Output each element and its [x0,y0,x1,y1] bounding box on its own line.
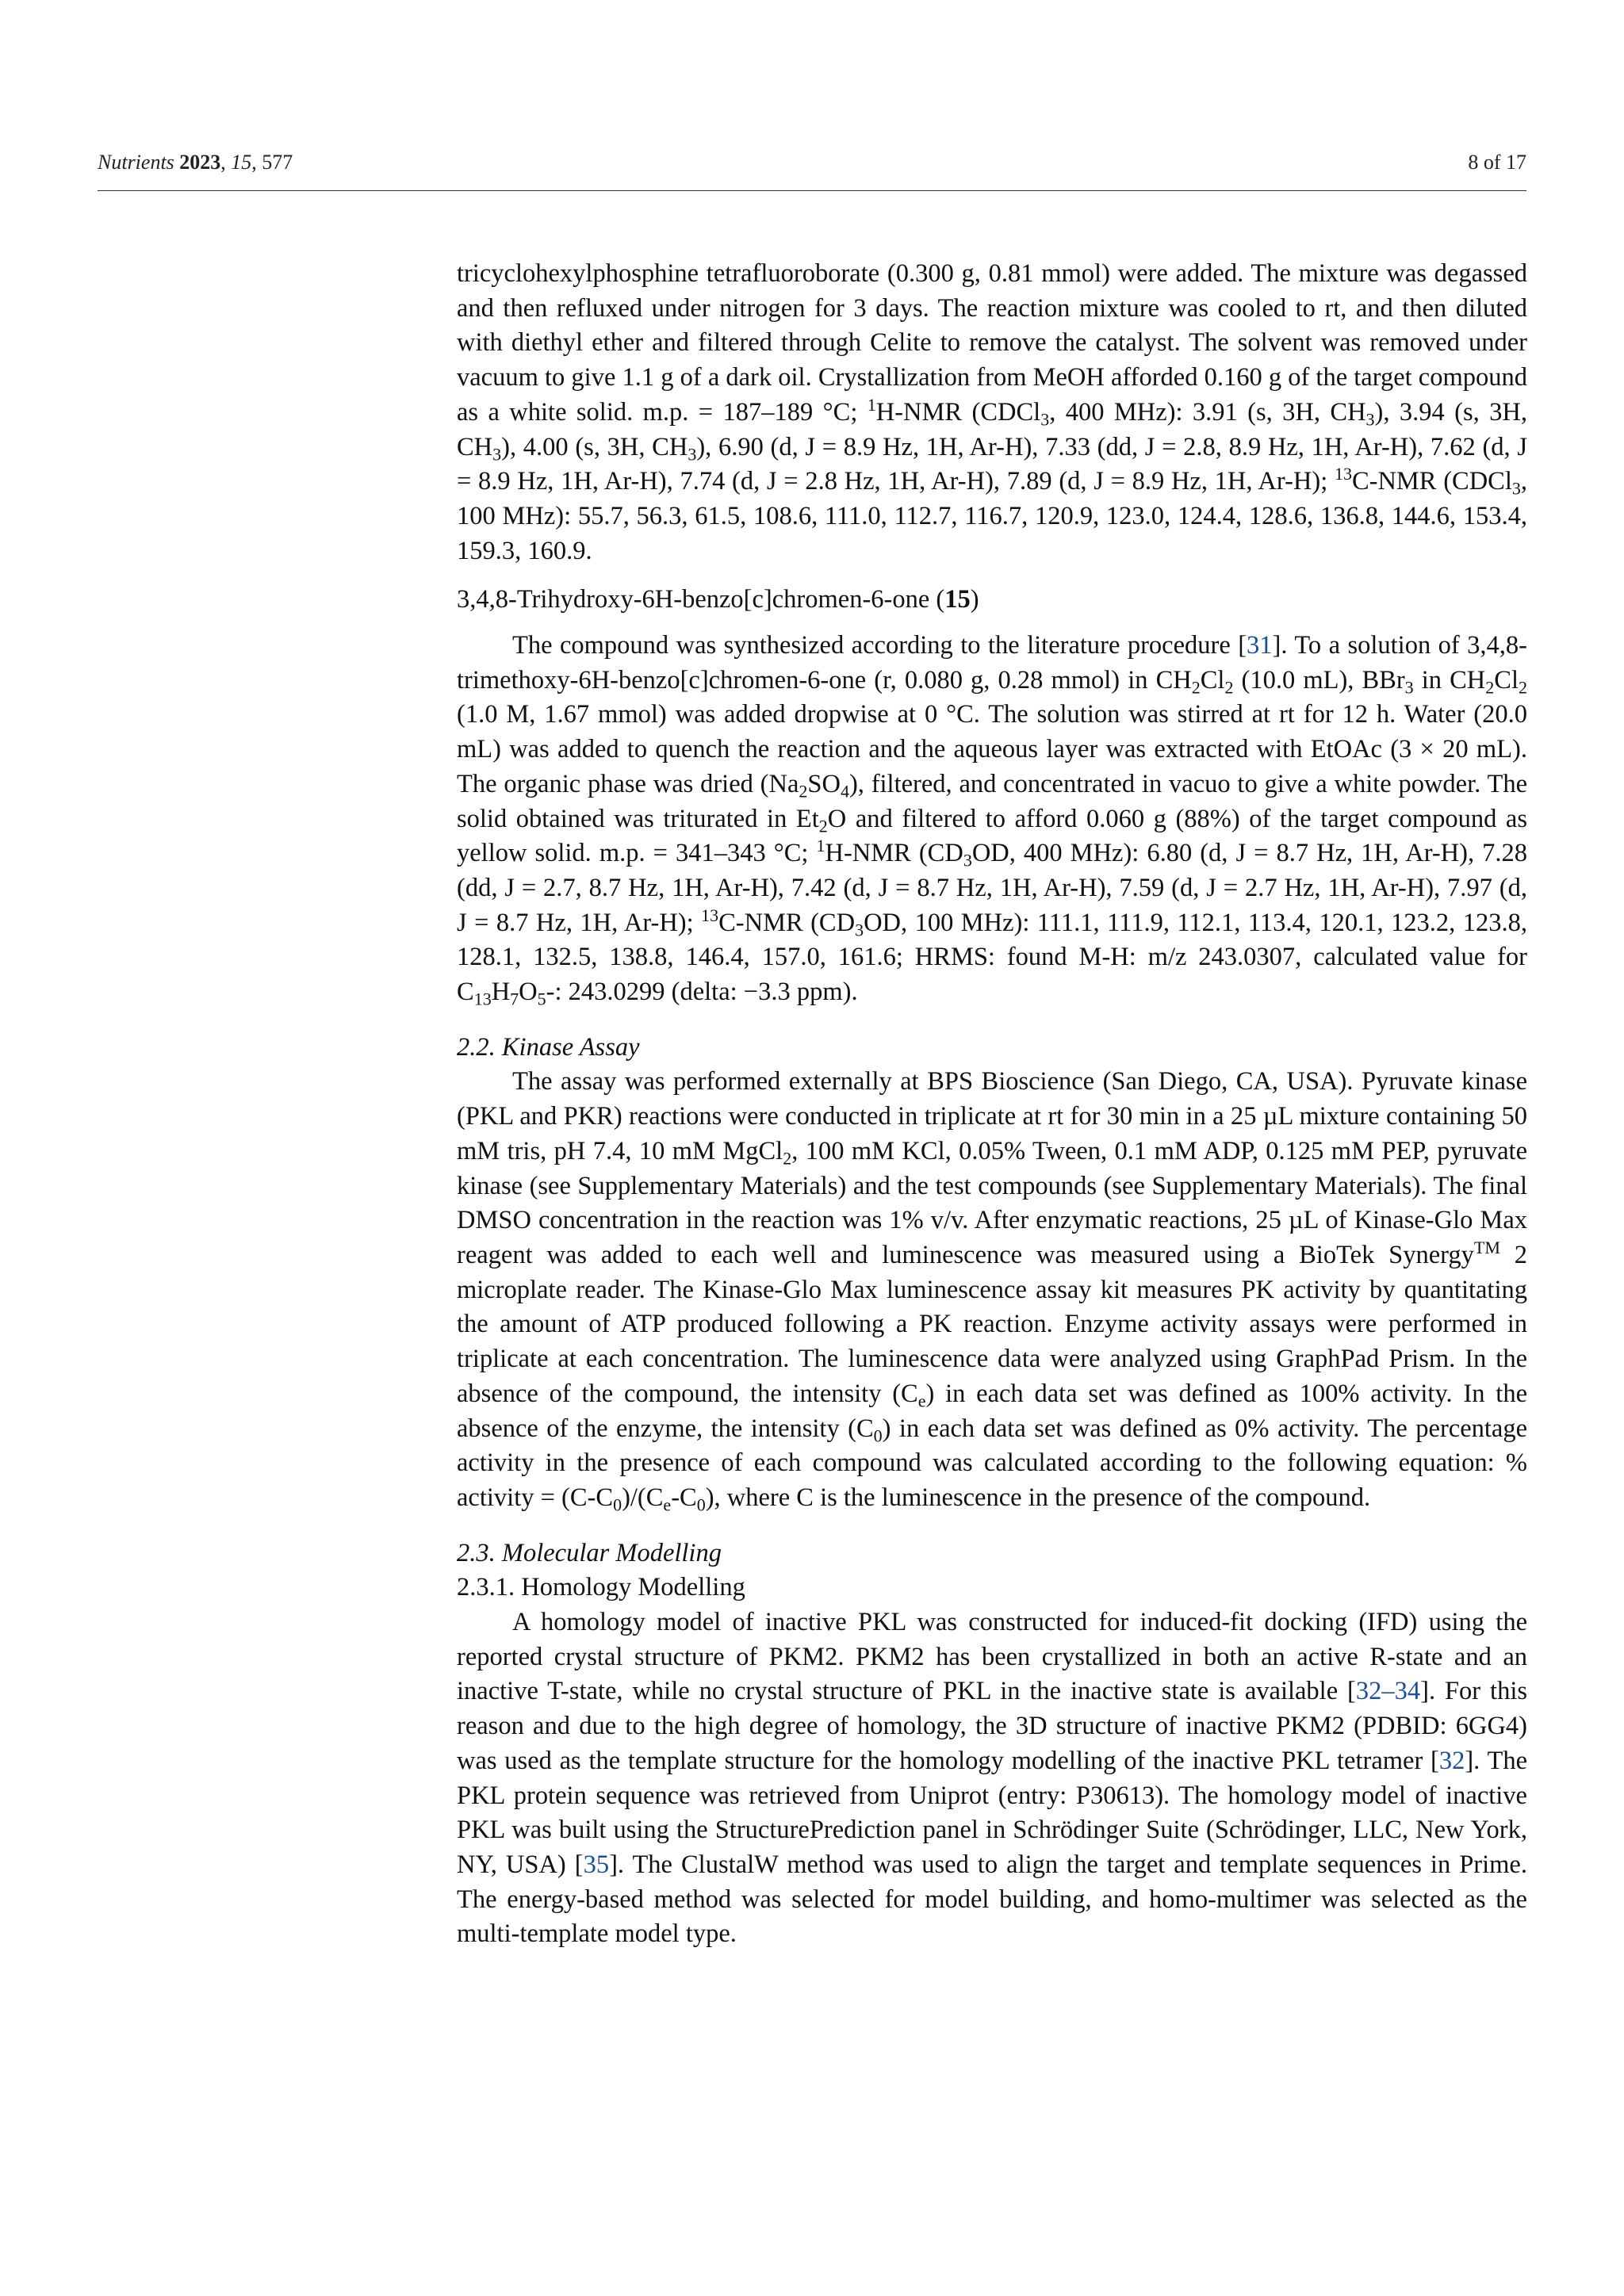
subscript: 4 [840,781,849,802]
text-run: H [491,978,511,1007]
text-run: H-NMR (CDCl [875,397,1041,427]
citation-link[interactable]: 32–34 [1355,1677,1421,1706]
text-run: ) [970,585,979,614]
subscript: 2 [1485,677,1495,698]
subscript: 0 [613,1494,622,1515]
compound-15-paragraph [457,629,1527,1010]
text-run: ), 6.90 (d, J = 8.9 Hz, 1H, Ar-H), 7.33 (dd, J = 2.8, 8.9 Hz, 1H, Ar-H), 7.62 (d, J = 8.9 Hz, 1H, Ar-H), 7.74 (d, J = 2.8 Hz, 1H, Ar-H), 7.89 (d, J = 8.9 Hz, 1H, Ar-H); [457,432,1527,496]
text-run: OD, 400 MHz): 6.80 (d, J = 8.7 Hz, 1H, Ar-H), 7.28 (dd, J = 2.7, 8.7 Hz, 1H, Ar-H), 7.42 (d, J = 8.7 Hz, 1H, Ar-H), 7.59 (d, J = 2.7 Hz, 1H, Ar-H), 7.97 (d, J = 8.7 Hz, 1H, Ar-H); [457,839,1527,937]
text-run: Cl [1200,665,1225,695]
text-run: H-NMR (CD [825,839,963,868]
text-run: ), filtered, and concentrated in vacuo to give a white powder. The solid obtained was triturated in Et [457,769,1527,833]
subscript: 2 [1191,677,1201,698]
superscript: 1 [816,836,825,856]
text-run: ), 4.00 (s, 3H, CH [501,432,688,461]
subscript: 3 [1040,409,1050,430]
text-run: ]. The ClustalW method was used to align the target and template sequences in Prime. The energy-based method was selected for model building, and homo-multimer was selected as the multi-template model type. [457,1850,1527,1949]
subscript: 0 [873,1425,883,1446]
text-run: tricyclohexylphosphine tetrafluoroborate (0.300 g, 0.81 mmol) were added. The mixture was degassed and then refluxed under nitrogen for 3 days. The reaction mixture was cooled to rt, and then diluted with diethyl ether and filtered through Celite to remove the catalyst. The solvent was removed under vacuum to give 1.1 g of a dark oil. Crystallization from MeOH afforded 0.160 g of the target compound as a white solid. m.p. = 187–189 °C; [457,259,1527,427]
text-run: , 100 mM KCl, 0.05% Tween, 0.1 mM ADP, 0.125 mM PEP, pyruvate kinase (see Supplementary Materials) and the test compounds (see Supplementary Materials). The final DMSO concentration in the reaction was 1% v/v. After enzymatic reactions, 25 µL of Kinase-Glo Max reagent was added to each well and luminescence was measured using a BioTek Synergy [457,1136,1527,1269]
section-heading-kinase-assay: 2.2. Kinase Assay [457,1032,640,1062]
text-run: Cl [1494,665,1519,695]
homology-modelling-paragraph [457,1605,1527,1952]
text-run: ]. The PKL protein sequence was retrieved from Uniprot (entry: P30613). The homology model of inactive PKL was built using the StructurePrediction panel in Schrödinger Suite (Schrödinger, LLC, New York, NY, USA) [ [457,1746,1527,1879]
subscript: 13 [473,989,492,1009]
journal-year: 2023 [179,151,221,174]
text-run: ) in each data set was defined as 100% activity. In the absence of the enzyme, the intensity (C [457,1379,1527,1443]
header-rule [98,190,1526,191]
subscript: 2 [1224,677,1234,698]
citation-link[interactable]: 35 [583,1850,610,1879]
synthesis-paragraph [457,257,1527,568]
subscript: e [663,1494,672,1515]
text-run: OD, 100 MHz): 111.1, 111.9, 112.1, 113.4, 120.1, 123.2, 123.8, 128.1, 132.5, 138.8, 146.4, 157.0, 161.6; HRMS: found M-H: m/z 243.0307, calculated value for C [457,908,1527,1007]
text-run: C-NMR (CDCl [1351,467,1512,496]
compound-name: 3,4,8-Trihydroxy-6H-benzo[c]chromen-6-one ( [457,585,945,614]
kinase-assay-paragraph [457,1065,1527,1515]
body-text [457,257,1527,1952]
subscript: 3 [963,850,972,871]
subscript: 3 [1365,409,1375,430]
subscript: 7 [510,989,519,1009]
citation-link[interactable]: 32 [1438,1746,1465,1775]
superscript: 13 [1334,464,1352,484]
subscript: 2 [799,781,808,802]
journal-pages: 577 [262,151,293,174]
compound-heading [457,583,1527,618]
subscript: 3 [1404,677,1414,698]
journal-citation: Nutrients 2023, 15, 577 [98,151,293,174]
text-run: ]. To a solution of 3,4,8-trimethoxy-6H-benzo[c]chromen-6-one (r, 0.080 g, 0.28 mmol) in CH [457,631,1527,695]
subscript: 3 [855,920,864,940]
text-run: -C [671,1483,697,1512]
text-run: A homology model of inactive PKL was constructed for induced-fit docking (IFD) using the reported crystal structure of PKM2. PKM2 has been crystallized in both an active R-state and an inactive T-state, while no crystal structure of PKL in the inactive state is available [ [457,1608,1527,1706]
text-run: -: 243.0299 (delta: −3.3 ppm). [546,978,858,1007]
section-heading-molecular-modelling: 2.3. Molecular Modelling [457,1538,722,1567]
text-run: C-NMR (CD [718,908,856,937]
text-run: ), 3.94 (s, 3H, CH [457,397,1527,461]
page-indicator: 8 of 17 [1468,151,1526,174]
text-run: , 100 MHz): 55.7, 56.3, 61.5, 108.6, 111.0, 112.7, 116.7, 120.9, 123.0, 124.4, 128.6, 136.8, 144.6, 153.4, 159.3, 160.9. [457,467,1527,565]
text-run: O [519,978,538,1007]
superscript: 13 [701,905,719,925]
text-run: O and filtered to afford 0.060 g (88%) of the target compound as yellow solid. m.p. = 341–343 °C; [457,804,1528,868]
text-run: ) in each data set was defined as 0% activity. The percentage activity in the presence of each compound was calculated according to the following equation: % activity = (C-C [457,1414,1528,1512]
subscript: 0 [696,1494,706,1515]
subscript: 2 [1519,677,1527,698]
text-run: (10.0 mL), BBr [1233,665,1405,695]
text-run: 2 microplate reader. The Kinase-Glo Max luminescence assay kit measures PK activity by quantitating the amount of ATP produced following a PK reaction. Enzyme activity assays were performed in triplicate at each concentration. The luminescence data were analyzed using GraphPad Prism. In the absence of the compound, the intensity (C [457,1240,1527,1408]
text-run: )/(C [622,1483,664,1512]
text-run: in CH [1413,665,1486,695]
superscript: TM [1473,1237,1500,1257]
running-header [98,151,1526,190]
text-run: The assay was performed externally at BPS Bioscience (San Diego, CA, USA). Pyruvate kinase (PKL and PKR) reactions were conducted in triplicate at rt for 30 min in a 25 µL mixture containing 50 mM tris, pH 7.4, 10 mM MgCl [457,1067,1527,1165]
compound-number: 15 [944,585,971,614]
text-run: ), where C is the luminescence in the presence of the compound. [705,1483,1371,1512]
superscript: 1 [867,394,876,415]
subsection-heading-homology-modelling: 2.3.1. Homology Modelling [457,1573,745,1602]
subscript: 5 [537,989,546,1009]
subscript: 2 [783,1148,792,1169]
text-run: The compound was synthesized according to the literature procedure [ [512,631,1247,660]
text-run: SO [807,769,841,798]
text-run: , 400 MHz): 3.91 (s, 3H, CH [1049,397,1366,427]
text-run: (1.0 M, 1.67 mmol) was added dropwise at 0 °C. The solution was stirred at rt for 12 h. Water (20.0 mL) was added to quench the reaction and the aqueous layer was extracted with EtOAc (3 × 20 mL). The organic phase was dried (Na [457,700,1527,798]
subscript: 3 [492,444,502,465]
text-run: ]. For this reason and due to the high degree of homology, the 3D structure of inactive PKM2 (PDBID: 6GG4) was used as the template structure for the homology modelling of the inactive PKL tetramer [ [457,1677,1527,1775]
journal-name: Nutrients [98,151,174,174]
subscript: 3 [688,444,697,465]
subscript: 2 [818,816,828,836]
citation-link[interactable]: 31 [1247,631,1273,660]
journal-volume: 15 [231,151,252,174]
subscript: 3 [1511,478,1521,499]
subscript: e [917,1391,926,1411]
